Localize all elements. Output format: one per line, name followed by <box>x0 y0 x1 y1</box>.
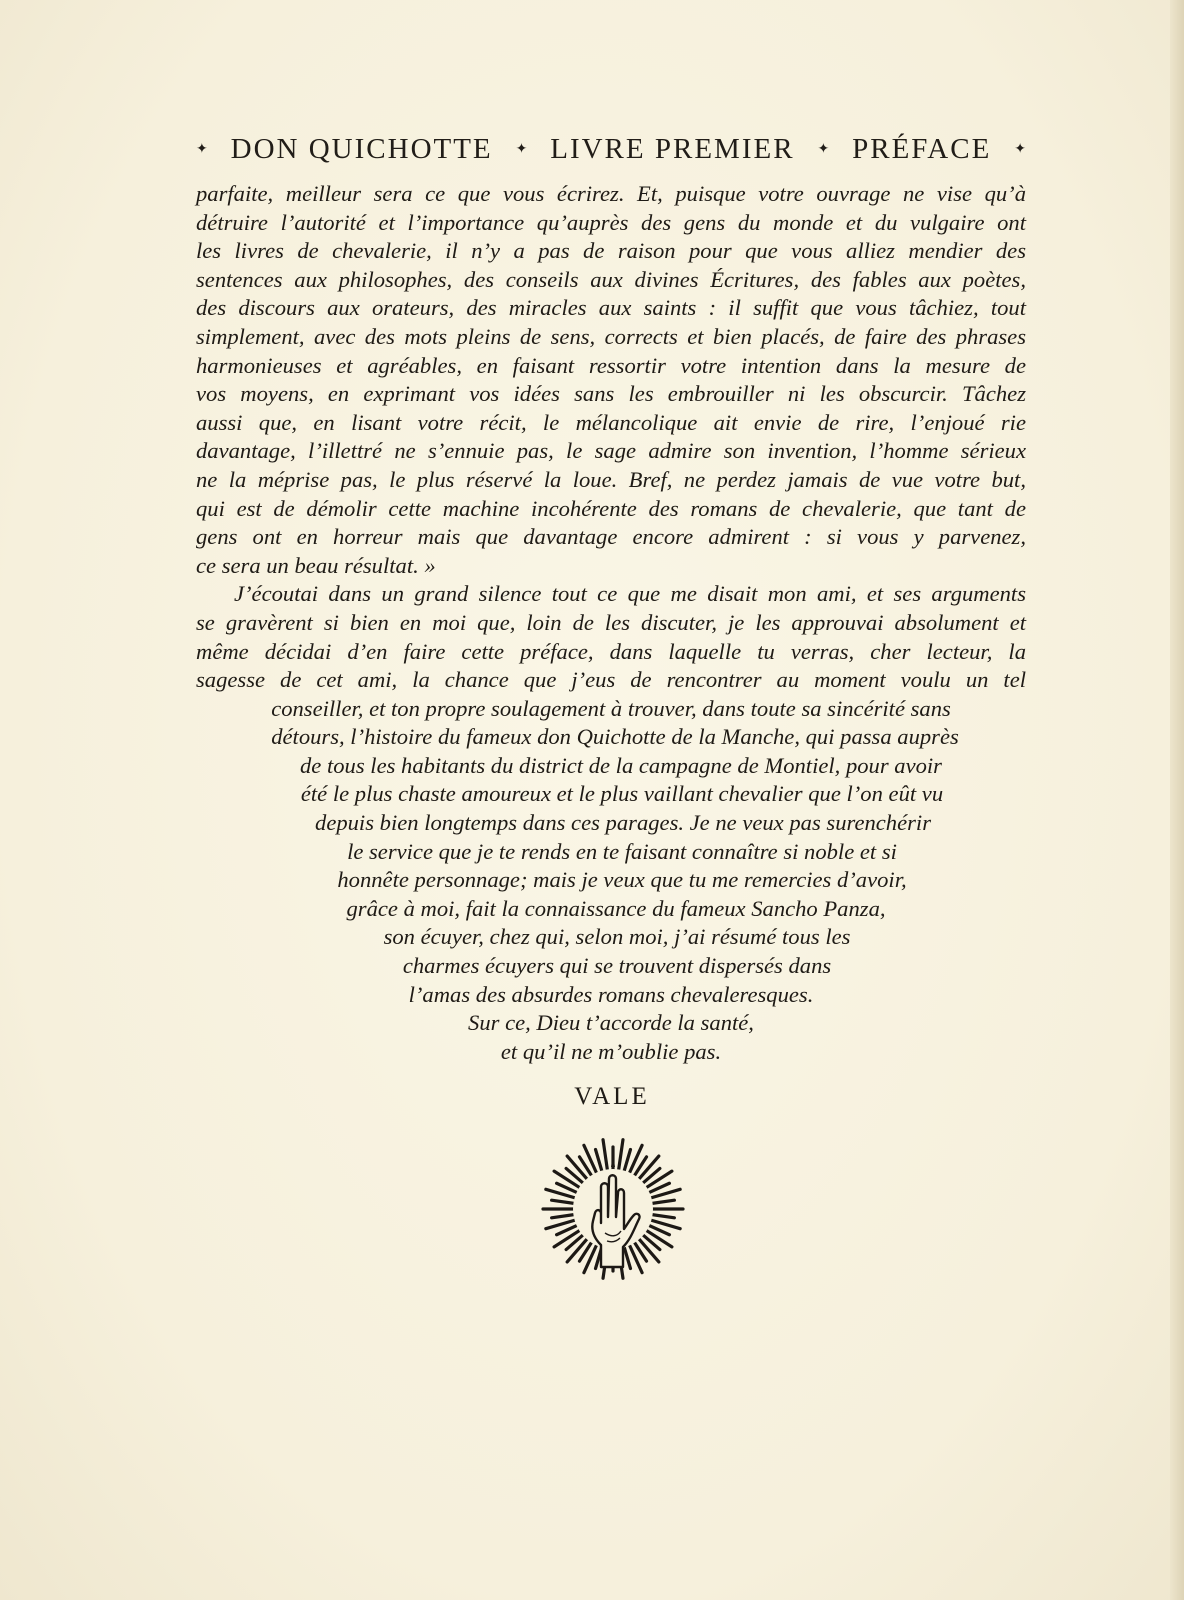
body-text <box>196 180 1026 1066</box>
text-line: ce sera un beau résultat. » <box>196 552 436 578</box>
text-line: depuis bien longtemps dans ces parages. Je ne veux pas surenchérir <box>315 810 931 836</box>
raised-hand-sunburst-icon <box>541 1137 685 1281</box>
text-line: son écuyer, chez qui, selon moi, j’ai résumé tous les <box>383 924 851 950</box>
running-header <box>196 133 1026 166</box>
text-line: les livres de chevalerie, il n’y a pas de raison pour que vous alliez mendier des <box>196 238 1026 264</box>
text-line: de tous les habitants du district de la campagne de Montiel, pour avoir <box>300 752 942 778</box>
text-line: charmes écuyers qui se trouvent dispersés dans <box>402 953 832 979</box>
header-part: LIVRE PREMIER <box>550 133 795 165</box>
text-line: davantage, l’illettré ne s’ennuie pas, le sage admire son invention, l’homme sérieux <box>196 438 1026 464</box>
text-line: harmonieuses et agréables, en faisant ressortir votre intention dans la mesure de <box>196 352 1026 378</box>
text-line: été le plus chaste amoureux et le plus vaillant chevalier que l’on eût vu <box>300 781 944 807</box>
header-ornament: ✦ <box>817 142 830 157</box>
text-line: aussi que, en lisant votre récit, le mélancolique ait envie de rire, l’enjoué rie <box>196 409 1026 435</box>
text-line: et qu’il ne m’oublie pas. <box>500 1038 722 1064</box>
text-line: détruire l’autorité et l’importance qu’auprès des gens du monde et du vulgaire ont <box>196 209 1026 235</box>
text-line: J’écoutai dans un grand silence tout ce que me disait mon ami, et ses arguments <box>234 581 1026 607</box>
text-line: Sur ce, Dieu t’accorde la santé, <box>468 1010 754 1036</box>
header-ornament: ✦ <box>1014 142 1026 157</box>
sunburst-ray <box>618 1140 623 1174</box>
text-line: vos moyens, en exprimant vos idées sans les embrouiller ni les obscurcir. Tâchez <box>196 381 1026 407</box>
text-line: ne la méprise pas, le plus réservé la loue. Bref, ne perdez jamais de vue votre but, <box>196 466 1026 492</box>
text-line: parfaite, meilleur sera ce que vous écrirez. Et, puisque votre ouvrage ne vise qu’à <box>196 181 1026 206</box>
text-line: gens ont en horreur mais que davantage encore admirent : si vous y parvenez, <box>196 524 1026 550</box>
text-line: simplement, avec des mots pleins de sens, corrects et bien placés, de faire des phrases <box>196 323 1026 349</box>
text-line: sagesse de cet ami, la chance que j’eus de rencontrer au moment voulu un tel <box>196 667 1026 693</box>
text-line: grâce à moi, fait la connaissance du fameux Sancho Panza, <box>346 895 886 921</box>
text-line: sentences aux philosophes, des conseils aux divines Écritures, des fables aux poètes, <box>196 266 1026 292</box>
text-line: l’amas des absurdes romans chevaleresques. <box>408 981 814 1007</box>
text-line: le service que je te rends en te faisant connaître si noble et si <box>347 838 897 864</box>
header-ornament: ✦ <box>196 142 208 157</box>
sunburst-ray <box>603 1140 608 1174</box>
page-gutter <box>1170 0 1184 1600</box>
text-line: conseiller, et ton propre soulagement à trouver, dans toute sa sincérité sans <box>271 695 951 721</box>
text-line: qui est de démolir cette machine incohérente des romans de chevalerie, que tant de <box>196 495 1026 521</box>
header-title: DON QUICHOTTE <box>230 133 493 165</box>
text-line: des discours aux orateurs, des miracles aux saints : il suffit que vous tâchiez, tout <box>196 295 1026 321</box>
header-section: PRÉFACE <box>852 133 992 165</box>
text-line: même décidai d’en faire cette préface, dans laquelle tu verras, cher lecteur, la <box>196 638 1026 664</box>
header-ornament: ✦ <box>515 142 528 157</box>
text-line: se gravèrent si bien en moi que, loin de les discuter, je les approuvai absolument et <box>196 609 1026 635</box>
text-line: honnête personnage; mais je veux que tu me remercies d’avoir, <box>337 867 907 893</box>
closing-vale: VALE <box>574 1083 650 1110</box>
text-line: détours, l’histoire du fameux don Quichotte de la Manche, qui passa auprès <box>271 724 959 750</box>
